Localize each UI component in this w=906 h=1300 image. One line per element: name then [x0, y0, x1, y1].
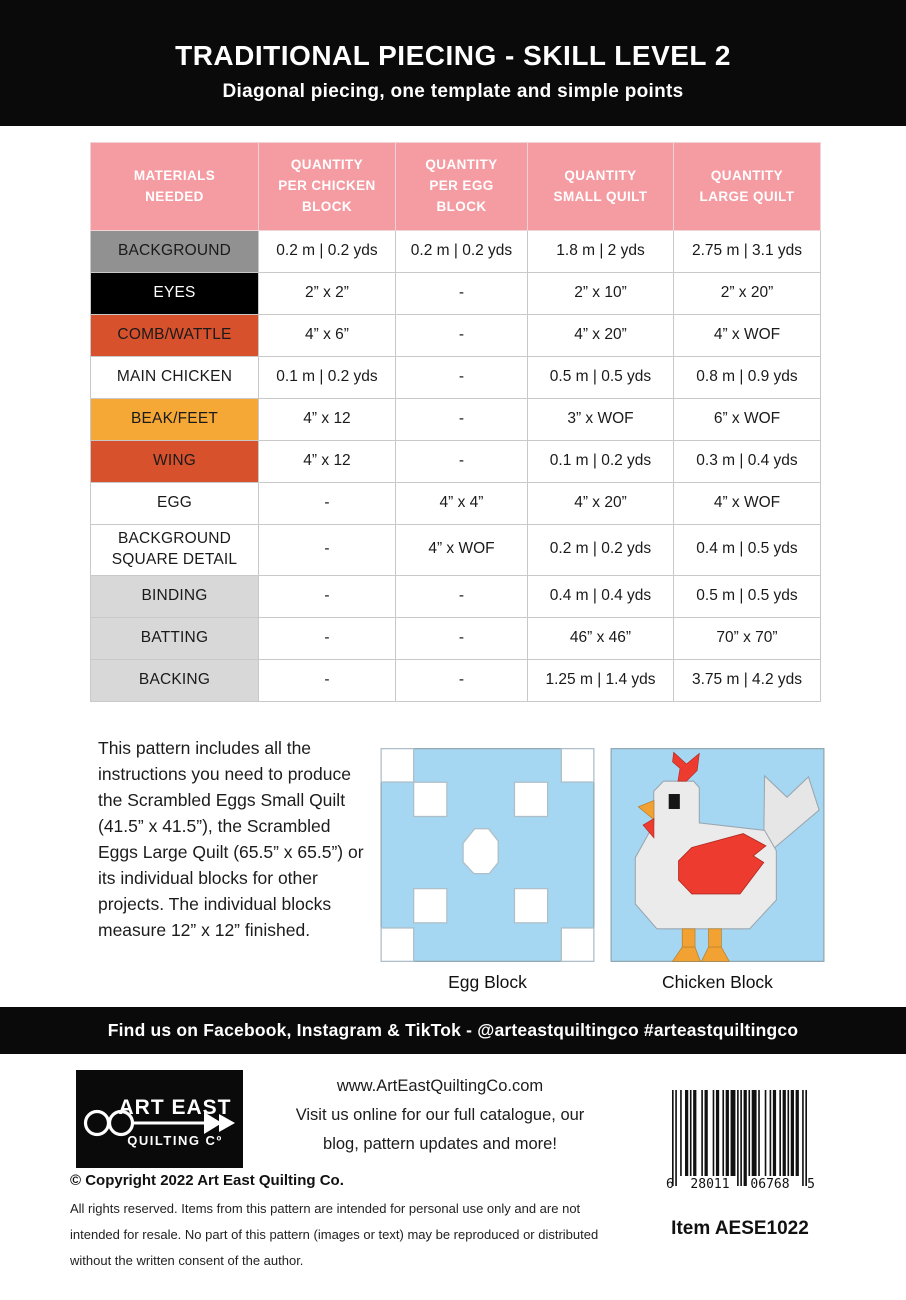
egg-block-caption: Egg Block: [448, 972, 527, 992]
barcode-digits: 06768: [750, 1177, 790, 1192]
quantity-cell: 2” x 2”: [259, 273, 396, 315]
material-label: COMB/WATTLE: [91, 315, 259, 357]
quantity-cell: 2” x 20”: [674, 273, 821, 315]
table-row: [91, 357, 821, 399]
barcode: [662, 1086, 817, 1203]
social-banner: [0, 1007, 906, 1054]
table-row: [91, 617, 821, 659]
quantity-cell: 3.75 m | 4.2 yds: [674, 659, 821, 701]
quantity-cell: -: [259, 617, 396, 659]
quantity-cell: -: [396, 315, 528, 357]
quantity-cell: 46” x 46”: [528, 617, 674, 659]
quantity-cell: -: [396, 357, 528, 399]
quantity-cell: 0.5 m | 0.5 yds: [528, 357, 674, 399]
pattern-description: This pattern includes all the instructions you need to produce the Scrambled Eggs Small Quilt (41.5” x 41.5”), the Scrambled Eggs Large Quilt (65.5” x 65.5”) or its individual blocks for other projects. The individual blocks measure 12” x 12” finished.: [98, 738, 364, 940]
quantity-cell: 0.2 m | 0.2 yds: [259, 231, 396, 273]
table-header-row: [91, 143, 821, 231]
table-row: [91, 575, 821, 617]
col-header-materials: MATERIALS NEEDED: [91, 143, 259, 231]
material-label: EYES: [91, 273, 259, 315]
quantity-cell: 3” x WOF: [528, 399, 674, 441]
table-row: [91, 441, 821, 483]
table-row: [91, 231, 821, 273]
quantity-cell: 4” x WOF: [674, 483, 821, 525]
quantity-cell: 1.8 m | 2 yds: [528, 231, 674, 273]
item-number: Item AESE1022: [671, 1218, 809, 1239]
quantity-cell: 4” x 4”: [396, 483, 528, 525]
material-label: BACKGROUND SQUARE DETAIL: [91, 525, 259, 576]
quantity-cell: -: [259, 659, 396, 701]
chicken-block-caption: Chicken Block: [662, 972, 773, 992]
quantity-cell: -: [396, 273, 528, 315]
table-row: [91, 525, 821, 576]
quantity-cell: 0.2 m | 0.2 yds: [396, 231, 528, 273]
chicken-block-illustration: [610, 748, 825, 962]
quantity-cell: -: [396, 441, 528, 483]
page-title: TRADITIONAL PIECING - SKILL LEVEL 2: [175, 40, 731, 71]
col-header-small-quilt: QUANTITY SMALL QUILT: [528, 143, 674, 231]
barcode-digits: 6: [666, 1177, 674, 1192]
quantity-cell: 2.75 m | 3.1 yds: [674, 231, 821, 273]
quantity-cell: -: [396, 659, 528, 701]
material-label: BACKING: [91, 659, 259, 701]
barcode-digits: 28011: [690, 1177, 730, 1192]
quantity-cell: -: [259, 483, 396, 525]
legal-text: All rights reserved. Items from this pattern are intended for personal use only and are not intended for resale. No part of this pattern (images or text) may be reproduced or distributed without the written consent of the author.: [70, 1201, 599, 1268]
quantity-cell: 70” x 70”: [674, 617, 821, 659]
material-label: MAIN CHICKEN: [91, 357, 259, 399]
barcode-bars: [662, 1086, 817, 1198]
quantity-cell: -: [259, 575, 396, 617]
quantity-cell: 0.4 m | 0.4 yds: [528, 575, 674, 617]
logo-line2: QUILTING Cº: [127, 1133, 223, 1148]
material-label: BATTING: [91, 617, 259, 659]
chicken-block-figure: [610, 748, 825, 993]
materials-table: [90, 142, 821, 702]
header-banner: [0, 0, 906, 126]
quantity-cell: 2” x 10”: [528, 273, 674, 315]
table-row: [91, 483, 821, 525]
chicken-eye: [669, 794, 680, 809]
barcode-digits: 5: [807, 1177, 815, 1192]
quantity-cell: 0.1 m | 0.2 yds: [259, 357, 396, 399]
material-label: WING: [91, 441, 259, 483]
table-row: [91, 399, 821, 441]
page-subtitle: Diagonal piecing, one template and simple points: [222, 81, 684, 102]
quantity-cell: 0.1 m | 0.2 yds: [528, 441, 674, 483]
quantity-cell: 4” x WOF: [674, 315, 821, 357]
egg-block-illustration: [378, 748, 597, 962]
website-url: www.ArtEastQuiltingCo.com: [336, 1077, 544, 1095]
col-header-egg-block: QUANTITY PER EGG BLOCK: [396, 143, 528, 231]
quantity-cell: 0.3 m | 0.4 yds: [674, 441, 821, 483]
art-east-logo: [76, 1070, 243, 1168]
quantity-cell: -: [396, 399, 528, 441]
social-banner-text: Find us on Facebook, Instagram & TikTok - @arteastquiltingco #arteastquiltingco: [107, 1020, 799, 1040]
quantity-cell: 4” x 12: [259, 399, 396, 441]
quantity-cell: -: [259, 525, 396, 576]
quantity-cell: 0.4 m | 0.5 yds: [674, 525, 821, 576]
table-row: [91, 273, 821, 315]
col-header-large-quilt: QUANTITY LARGE QUILT: [674, 143, 821, 231]
material-label: BINDING: [91, 575, 259, 617]
quantity-cell: -: [396, 617, 528, 659]
copyright-line: © Copyright 2022 Art East Quilting Co.: [70, 1172, 344, 1189]
quantity-cell: 4” x 20”: [528, 315, 674, 357]
col-header-chicken-block: QUANTITY PER CHICKEN BLOCK: [259, 143, 396, 231]
material-label: EGG: [91, 483, 259, 525]
table-row: [91, 659, 821, 701]
quantity-cell: 0.5 m | 0.5 yds: [674, 575, 821, 617]
material-label: BEAK/FEET: [91, 399, 259, 441]
quantity-cell: -: [396, 575, 528, 617]
material-label: BACKGROUND: [91, 231, 259, 273]
quantity-cell: 0.2 m | 0.2 yds: [528, 525, 674, 576]
quantity-cell: 4” x 6”: [259, 315, 396, 357]
quantity-cell: 6” x WOF: [674, 399, 821, 441]
quantity-cell: 4” x 20”: [528, 483, 674, 525]
quantity-cell: 1.25 m | 1.4 yds: [528, 659, 674, 701]
table-row: [91, 315, 821, 357]
website-tagline-line2: blog, pattern updates and more!: [323, 1135, 557, 1153]
quantity-cell: 4” x WOF: [396, 525, 528, 576]
website-tagline-line1: Visit us online for our full catalogue, our: [295, 1106, 585, 1124]
website-block: [260, 1072, 620, 1159]
logo-line1: ART EAST: [118, 1096, 232, 1119]
quantity-cell: 4” x 12: [259, 441, 396, 483]
art-east-logo-icon: [76, 1070, 243, 1168]
quantity-cell: 0.8 m | 0.9 yds: [674, 357, 821, 399]
egg-block-figure: [378, 748, 597, 993]
